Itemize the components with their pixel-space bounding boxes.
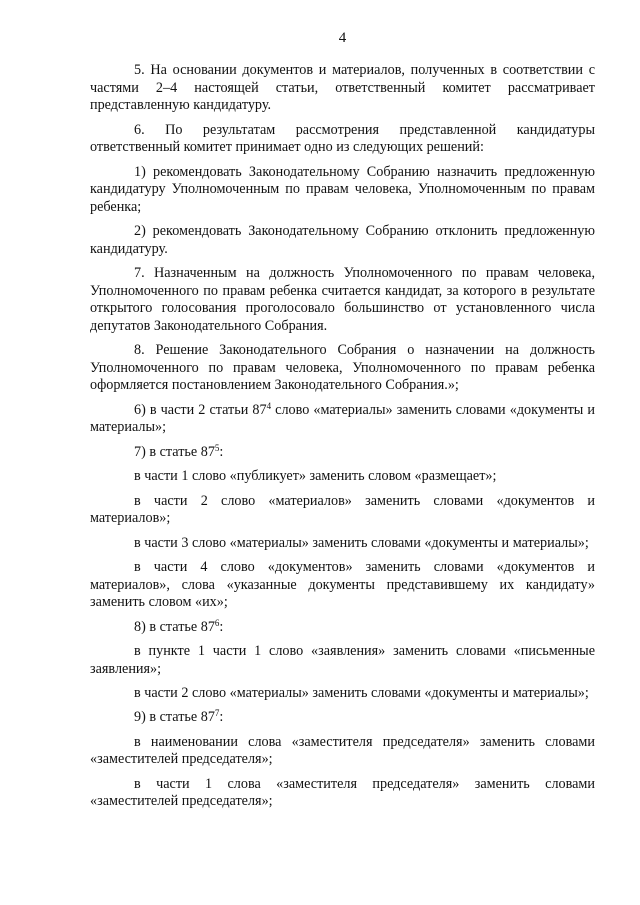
amendment-text-start: 7) в статье 87 <box>134 443 215 460</box>
paragraph-amendment-6 <box>90 402 595 437</box>
paragraph-subitem-1: 1) рекомендовать Законодательному Собранию назначить предложенную кандидатуру Уполномоченным по правам человека, Уполномоченным по правам ребенка; <box>90 163 595 215</box>
paragraph-subitem-2: 2) рекомендовать Законодательному Собранию отклонить предложенную кандидатуру. <box>90 223 595 257</box>
paragraph-part-2: в части 2 слово «материалов» заменить словами «документов и материалов»; <box>90 492 595 527</box>
paragraph-item-8: 8. Решение Законодательного Собрания о назначении на должность Уполномоченного по правам человека, Уполномоченного по правам ребенка оформляется постановлением Законодательного Собрания.»; <box>90 342 595 394</box>
amendment-text-end: : <box>219 709 224 726</box>
article-superscript: 4 <box>266 400 272 411</box>
article-superscript: 5 <box>214 442 220 453</box>
article-superscript: 7 <box>214 708 220 719</box>
article-superscript: 6 <box>214 617 220 628</box>
paragraph-clause-1: в пункте 1 части 1 слово «заявления» заменить словами «письменные заявления»; <box>90 642 595 677</box>
paragraph-part-2-b: в части 2 слово «материалы» заменить словами «документы и материалы»; <box>134 684 589 701</box>
amendment-text-start: 8) в статье 87 <box>134 618 215 635</box>
paragraph-heading-change: в наименовании слова «заместителя председателя» заменить словами «заместителей председателя»; <box>90 733 595 768</box>
document-page <box>90 0 595 905</box>
paragraph-amendment-8 <box>90 619 595 637</box>
amendment-text-end: слово «материалы» заменить словами «документы и материалы»; <box>90 401 595 436</box>
paragraph-part-1-b: в части 1 слова «заместителя председателя» заменить словами «заместителей председателя»; <box>90 775 595 810</box>
paragraph-amendment-9 <box>90 709 595 727</box>
amendment-text-end: : <box>219 618 224 635</box>
amendment-text-start: 9) в статье 87 <box>134 709 215 726</box>
document-body <box>90 62 595 818</box>
paragraph-part-1: в части 1 слово «публикует» заменить словом «размещает»; <box>134 468 497 485</box>
paragraph-item-7: 7. Назначенным на должность Уполномоченного по правам человека, Уполномоченного по правам ребенка считается кандидат, за которого в результате открытого голосования проголосовало большинство от установленного числа депутатов Законодательного Собрания. <box>90 265 595 334</box>
page-number: 4 <box>338 30 347 46</box>
paragraph-amendment-7 <box>90 444 595 462</box>
paragraph-item-5: 5. На основании документов и материалов, полученных в соответствии с частями 2–4 настоящей статьи, ответственный комитет рассматривает представленную кандидатуру. <box>90 62 595 114</box>
amendment-text-start: 6) в части 2 статьи 87 <box>134 401 267 418</box>
paragraph-part-3: в части 3 слово «материалы» заменить словами «документы и материалы»; <box>134 534 589 551</box>
paragraph-part-4: в части 4 слово «документов» заменить словами «документов и материалов», слова «указанные документы представившему их кандидату» заменить словом «их»; <box>90 559 595 611</box>
paragraph-item-6: 6. По результатам рассмотрения представленной кандидатуры ответственный комитет принимает одно из следующих решений: <box>90 121 595 156</box>
amendment-text-end: : <box>219 443 224 460</box>
